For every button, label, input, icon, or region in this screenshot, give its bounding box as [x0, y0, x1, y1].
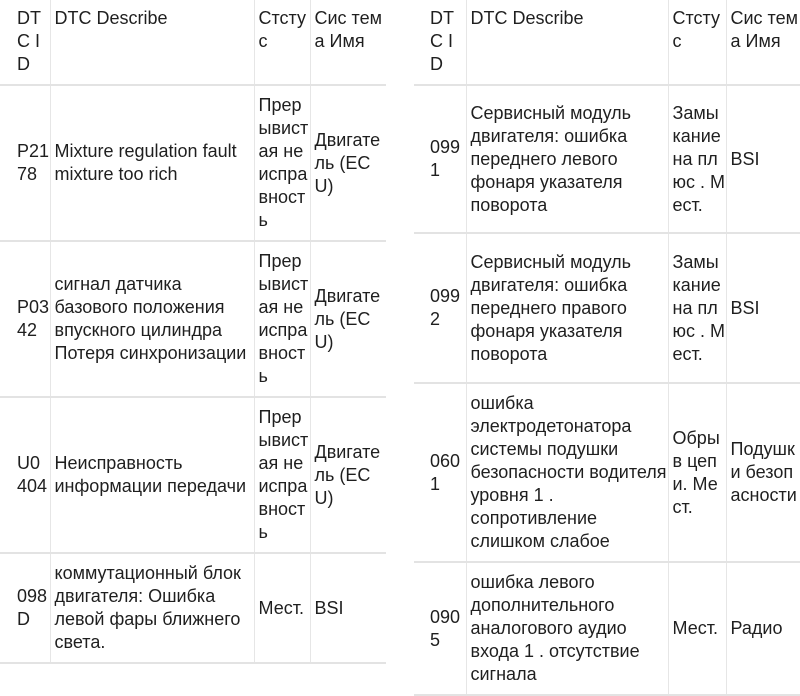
dtc-id-cell: 0905 [414, 562, 466, 695]
dtc-status-cell: Мест. [254, 553, 310, 663]
header-dtc-id: DTC ID [0, 0, 50, 85]
table-row[interactable] [414, 233, 800, 383]
dtc-describe-cell: коммутационный блок двигателя: Ошибка левой фары ближнего света. [50, 553, 254, 663]
header-system-name: Сис тема Имя [726, 0, 800, 85]
dtc-system-cell: Двигатель (ECU) [310, 397, 386, 553]
dtc-id-cell: U0404 [0, 397, 50, 553]
dtc-status-cell: Прерывистая неисправность [254, 85, 310, 241]
dtc-describe-cell: Сервисный модуль двигателя: ошибка переднего левого фонаря указателя поворота [466, 85, 668, 233]
dtc-system-cell: BSI [310, 553, 386, 663]
table-row[interactable] [0, 85, 386, 241]
dtc-system-cell: BSI [726, 85, 800, 233]
dtc-system-cell: Радио [726, 562, 800, 695]
dtc-table-left [0, 0, 386, 664]
dtc-id-cell: 0601 [414, 383, 466, 562]
table-header-row [414, 0, 800, 85]
dtc-system-cell: BSI [726, 233, 800, 383]
dtc-id-cell: 098D [0, 553, 50, 663]
dtc-describe-cell: ошибка левого дополнительного аналогового аудио входа 1 . отсутствие сигнала [466, 562, 668, 695]
dtc-status-cell: Обрыв цепи. Мест. [668, 383, 726, 562]
dtc-describe-cell: Сервисный модуль двигателя: ошибка переднего правого фонаря указателя поворота [466, 233, 668, 383]
table-row[interactable] [414, 85, 800, 233]
table-row[interactable] [414, 562, 800, 695]
dtc-status-cell: Прерывистая неисправность [254, 241, 310, 397]
header-dtc-describe: DTC Describe [466, 0, 668, 85]
dtc-id-cell: 0992 [414, 233, 466, 383]
dtc-system-cell: Подушки безопасности [726, 383, 800, 562]
dtc-id-cell: P2178 [0, 85, 50, 241]
dtc-describe-cell: Неисправность информации передачи [50, 397, 254, 553]
dtc-status-cell: Прерывистая неисправность [254, 397, 310, 553]
dtc-table-left-panel [0, 0, 386, 664]
dtc-table-right [414, 0, 800, 696]
dtc-system-cell: Двигатель (ECU) [310, 85, 386, 241]
dtc-id-cell: P0342 [0, 241, 50, 397]
table-row[interactable] [414, 383, 800, 562]
table-row[interactable] [0, 553, 386, 663]
table-header-row [0, 0, 386, 85]
dtc-table-right-panel [414, 0, 800, 696]
table-row[interactable] [0, 397, 386, 553]
dtc-describe-cell: ошибка электродетонатора системы подушки безопасности водителя уровня 1 . сопротивление слишком слабое [466, 383, 668, 562]
dtc-status-cell: Замыкание на плюс . Мест. [668, 85, 726, 233]
dtc-status-cell: Замыкание на плюс . Мест. [668, 233, 726, 383]
table-row[interactable] [0, 241, 386, 397]
dtc-status-cell: Мест. [668, 562, 726, 695]
header-dtc-describe: DTC Describe [50, 0, 254, 85]
dtc-id-cell: 0991 [414, 85, 466, 233]
header-dtc-id: DTC ID [414, 0, 466, 85]
header-status: Стсту с [254, 0, 310, 85]
header-system-name: Сис тема Имя [310, 0, 386, 85]
dtc-describe-cell: сигнал датчика базового положения впускного цилиндра Потеря синхронизации [50, 241, 254, 397]
header-status: Стсту с [668, 0, 726, 85]
dtc-system-cell: Двигатель (ECU) [310, 241, 386, 397]
dtc-describe-cell: Mixture regulation fault mixture too rich [50, 85, 254, 241]
